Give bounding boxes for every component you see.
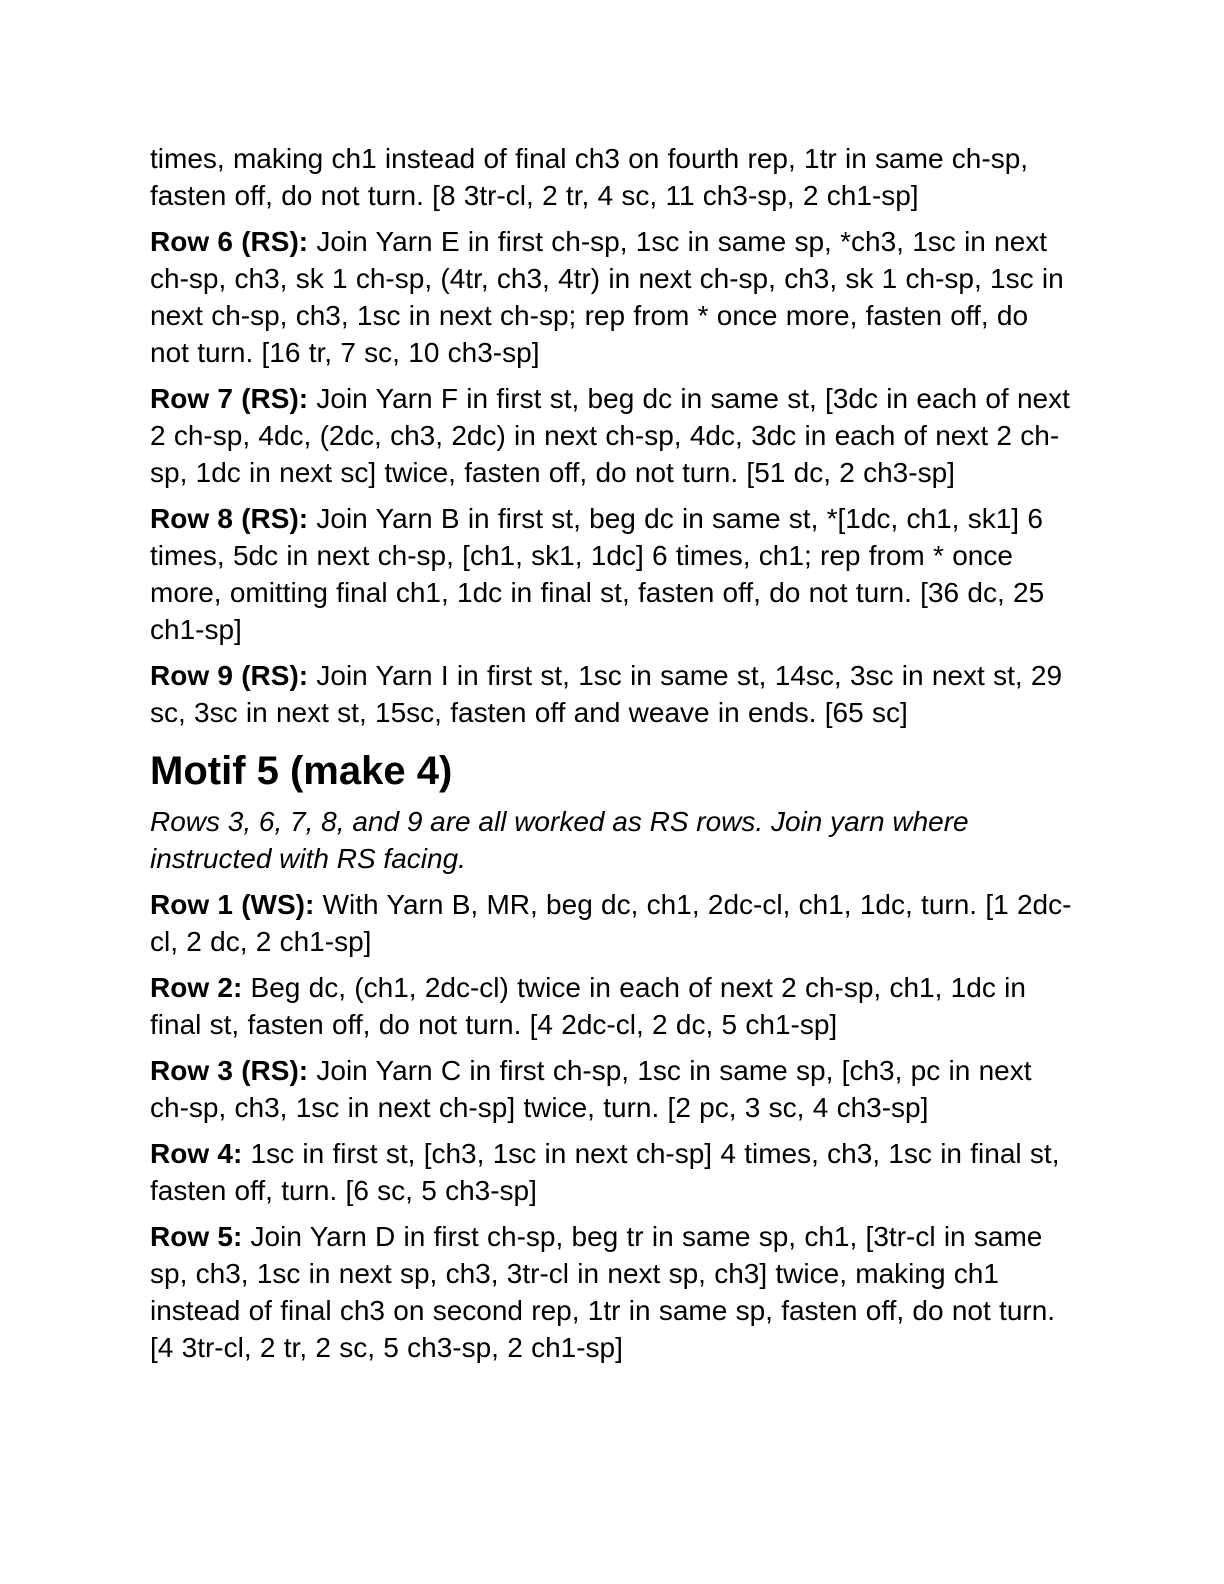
row-label: Row 2: — [150, 972, 243, 1003]
row-instructions: 1sc in first st, [ch3, 1sc in next ch-sp] 4 times, ch3, 1sc in final st, fasten off, turn. [6 sc, 5 ch3-sp] — [150, 1138, 1060, 1206]
paragraph-row-6 — [150, 223, 1074, 371]
section-note: Rows 3, 6, 7, 8, and 9 are all worked as RS rows. Join yarn where instructed with RS facing. — [150, 806, 969, 874]
paragraph-row-3 — [150, 1052, 1074, 1126]
row-label: Row 6 (RS): — [150, 226, 309, 257]
paragraph-row-8 — [150, 500, 1074, 648]
row-label: Row 5: — [150, 1221, 243, 1252]
row-label: Row 7 (RS): — [150, 383, 309, 414]
paragraph-row-7 — [150, 380, 1074, 491]
section-heading-motif-5: Motif 5 (make 4) — [150, 749, 453, 793]
row-label: Row 1 (WS): — [150, 889, 315, 920]
row-instructions: Beg dc, (ch1, 2dc-cl) twice in each of next 2 ch-sp, ch1, 1dc in final st, fasten off, do not turn. [4 2dc-cl, 2 dc, 5 ch1-sp] — [150, 972, 1026, 1040]
paragraph-continuation — [150, 140, 1074, 214]
row-instructions: Join Yarn I in first st, 1sc in same st, 14sc, 3sc in next st, 29 sc, 3sc in next st, 15sc, fasten off and weave in ends. [65 sc] — [150, 660, 1063, 728]
paragraph-row-2 — [150, 969, 1074, 1043]
row-instructions: Join Yarn E in first ch-sp, 1sc in same sp, *ch3, 1sc in next ch-sp, ch3, sk 1 ch-sp, (4tr, ch3, 4tr) in next ch-sp, ch3, sk 1 ch-sp, 1sc in next ch-sp, ch3, 1sc in next ch-sp; rep from * once more, fasten off, do not turn. [16 tr, 7 sc, 10 ch3-sp] — [150, 226, 1064, 368]
row-instructions: Join Yarn D in first ch-sp, beg tr in same sp, ch1, [3tr-cl in same sp, ch3, 1sc in next sp, ch3, 3tr-cl in next sp, ch3] twice, making ch1 instead of final ch3 on second rep, 1tr in same sp, fasten off, do not turn. [4 3tr-cl, 2 tr, 2 sc, 5 ch3-sp, 2 ch1-sp] — [150, 1221, 1056, 1363]
row-instructions: Join Yarn C in first ch-sp, 1sc in same sp, [ch3, pc in next ch-sp, ch3, 1sc in next ch-sp] twice, turn. [2 pc, 3 sc, 4 ch3-sp] — [150, 1055, 1032, 1123]
row-instructions: Join Yarn F in first st, beg dc in same st, [3dc in each of next 2 ch-sp, 4dc, (2dc, ch3, 2dc) in next ch-sp, 4dc, 3dc in each of next 2 ch-sp, 1dc in next sc] twice, fasten off, do not turn. [51 dc, 2 ch3-sp] — [150, 383, 1070, 488]
row-instructions: times, making ch1 instead of final ch3 on fourth rep, 1tr in same ch-sp, fasten off, do not turn. [8 3tr-cl, 2 tr, 4 sc, 11 ch3-sp, 2 ch1-sp] — [150, 143, 1029, 211]
paragraph-row-1 — [150, 886, 1074, 960]
row-label: Row 8 (RS): — [150, 503, 309, 534]
row-label: Row 4: — [150, 1138, 243, 1169]
row-instructions: Join Yarn B in first st, beg dc in same st, *[1dc, ch1, sk1] 6 times, 5dc in next ch-sp, [ch1, sk1, 1dc] 6 times, ch1; rep from * once more, omitting final ch1, 1dc in final st, fasten off, do not turn. [36 dc, 25 ch1-sp] — [150, 503, 1045, 645]
row-label: Row 9 (RS): — [150, 660, 309, 691]
paragraph-row-5 — [150, 1218, 1074, 1366]
row-instructions: With Yarn B, MR, beg dc, ch1, 2dc-cl, ch1, 1dc, turn. [1 2dc-cl, 2 dc, 2 ch1-sp] — [150, 889, 1072, 957]
paragraph-row-9 — [150, 657, 1074, 731]
paragraph-row-4 — [150, 1135, 1074, 1209]
row-label: Row 3 (RS): — [150, 1055, 309, 1086]
